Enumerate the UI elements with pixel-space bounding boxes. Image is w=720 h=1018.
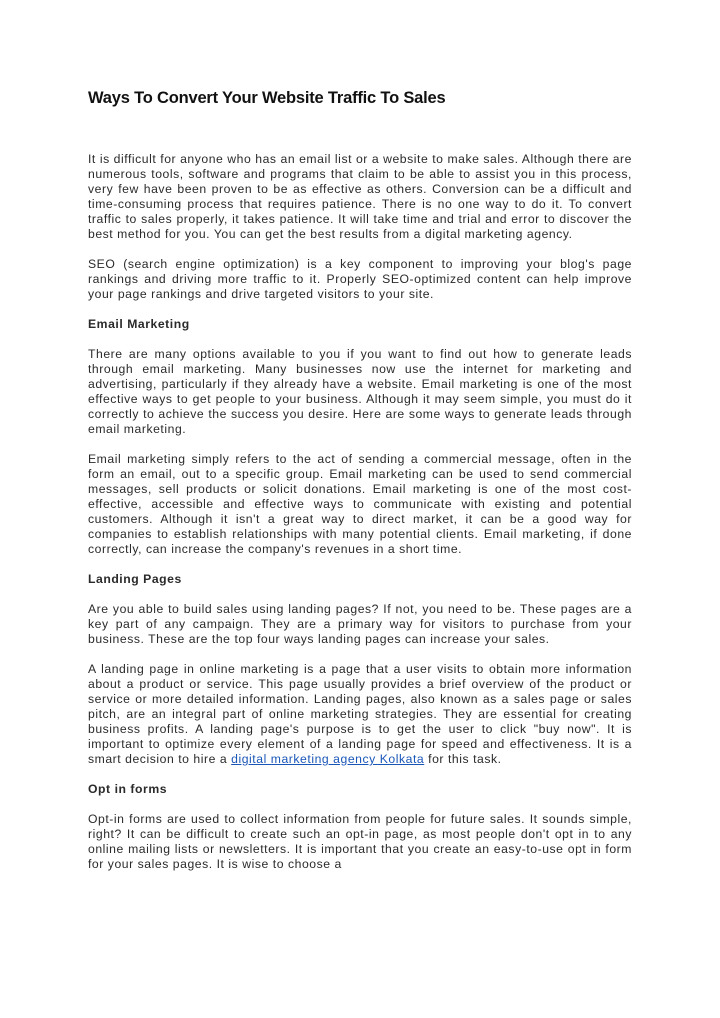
landing-pages-paragraph-2-text: A landing page in online marketing is a page that a user visits to obtain more information about a product or service. This page usually provides a brief overview of the product or service or more detailed information. Landing pages, also known as a sales page or sales pitch, are an integral part of online marketing strategies. They are essential for creating business profits. A landing page's purpose is to get the user to click "buy now". It is important to optimize every element of a landing page for speed and effectiveness. It is a smart decision to hire a [88, 662, 632, 766]
section-heading-email-marketing: Email Marketing [88, 317, 190, 331]
landing-pages-paragraph-2 [88, 662, 632, 767]
intro-paragraph-2: SEO (search engine optimization) is a key component to improving your blog's page rankings and driving more traffic to it. Properly SEO-optimized content can help improve your page rankings and drive targeted visitors to your site. [88, 257, 632, 301]
section-heading-opt-in-forms: Opt in forms [88, 782, 168, 796]
document-body [88, 152, 632, 887]
landing-pages-paragraph-2-tail: for this task. [424, 752, 502, 766]
opt-in-forms-paragraph-1: Opt-in forms are used to collect information from people for future sales. It sounds simple, right? It can be difficult to create such an opt-in page, as most people don't opt in to any online mailing lists or newsletters. It is important that you create an easy-to-use opt in form for your sales pages. It is wise to choose a [88, 812, 632, 871]
email-marketing-paragraph-1: There are many options available to you if you want to find out how to generate leads through email marketing. Many businesses now use the internet for marketing and advertising, particularly if they already have a website. Email marketing is one of the most effective ways to get people to your business. Although it may seem simple, you must do it correctly to achieve the success you desire. Here are some ways to generate leads through email marketing. [88, 347, 632, 436]
email-marketing-paragraph-2: Email marketing simply refers to the act of sending a commercial message, often in the form an email, out to a specific group. Email marketing can be used to send commercial messages, sell products or solicit donations. Email marketing is one of the most cost-effective, accessible and effective ways to communicate with existing and potential customers. Although it isn't a great way to direct market, it can be a good way for companies to establish relationships with many potential clients. Email marketing, if done correctly, can increase the company's revenues in a short time. [88, 452, 632, 556]
intro-paragraph-1: It is difficult for anyone who has an email list or a website to make sales. Although there are numerous tools, software and programs that claim to be able to assist you in this process, very few have been proven to be as effective as others. Conversion can be a difficult and time-consuming process that requires patience. There is no one way to do it. To convert traffic to sales properly, it takes patience. It will take time and trial and error to discover the best method for you. You can get the best results from a digital marketing agency. [88, 152, 632, 241]
section-heading-landing-pages: Landing Pages [88, 572, 182, 586]
landing-pages-paragraph-1: Are you able to build sales using landing pages? If not, you need to be. These pages are a key part of any campaign. They are a primary way for visitors to purchase from your business. These are the top four ways landing pages can increase your sales. [88, 602, 632, 646]
document-title: Ways To Convert Your Website Traffic To Sales [88, 89, 446, 107]
digital-marketing-agency-link[interactable]: digital marketing agency Kolkata [231, 752, 425, 766]
